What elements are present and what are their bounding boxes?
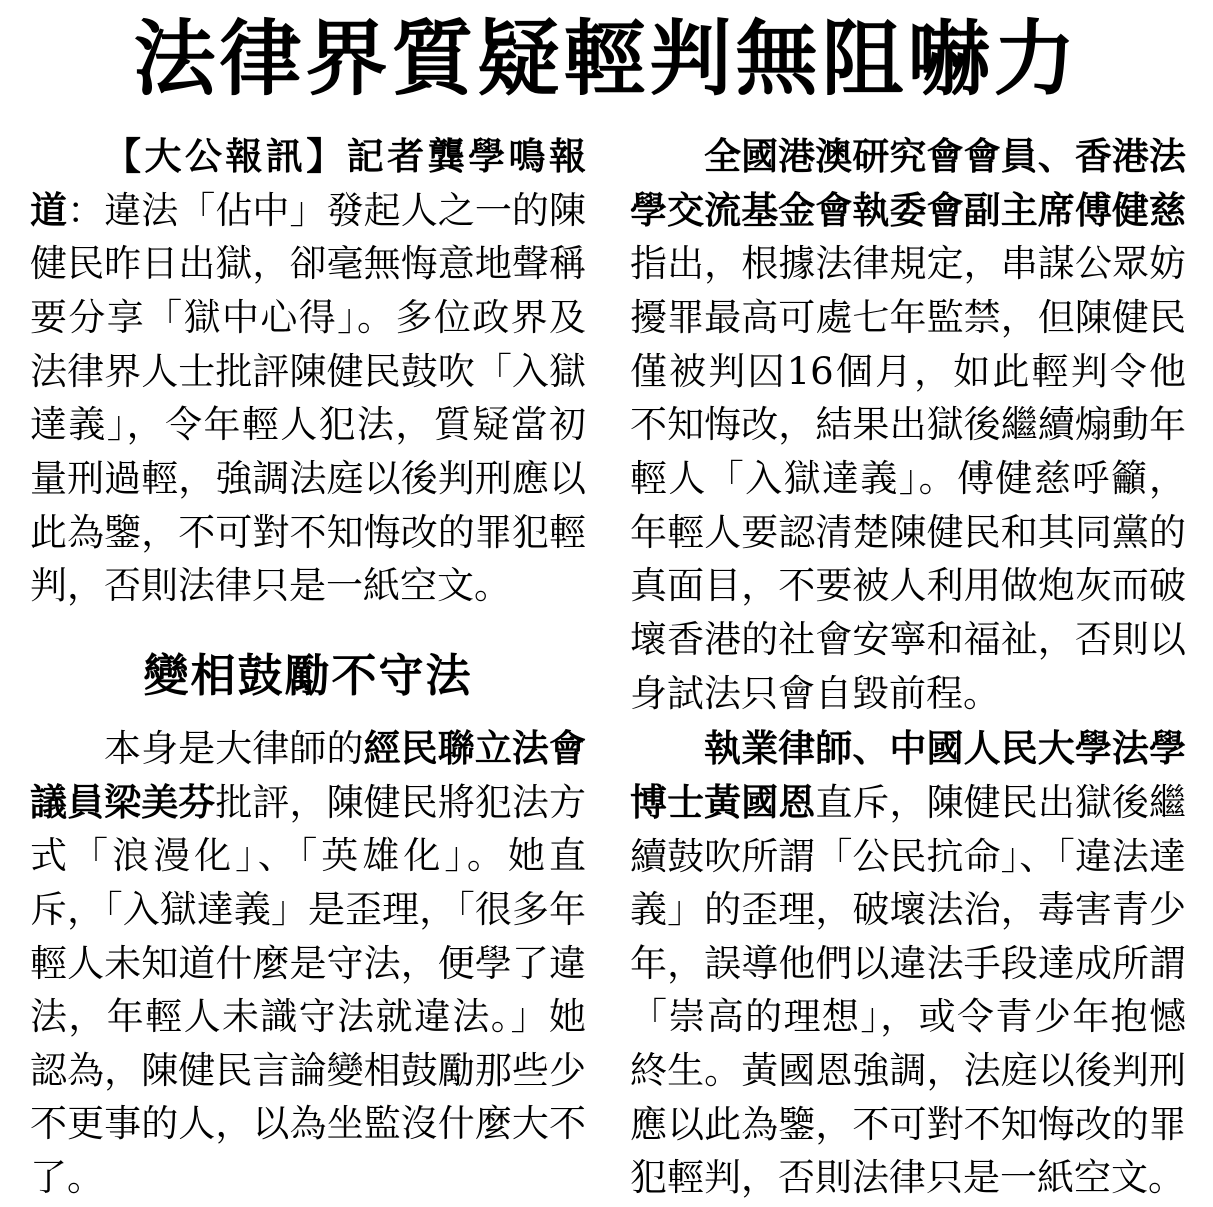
section-subheading: 變相鼓勵不守法 [143,648,473,702]
left-paragraph-1 [30,130,586,613]
right-paragraph-2 [630,722,1186,1205]
left-paragraph-2-source: 經民聯立法會議員梁美芬 [30,725,587,824]
right-column [630,130,1186,1207]
article-columns [30,130,1187,1207]
left-paragraph-2-body: 批評，陳健民將犯法方式「浪漫化」、「英雄化」。她直斥，「入獄達義」是歪理，「很多年輕人未知道什麼是守法，便學了違法，年輕人未識守法就違法。」她認為，陳健民言論變相鼓勵那些少不更事的人，以為坐監沒什麼大不了。 [30,780,587,1200]
right-paragraph-2-body: 直斥，陳健民出獄後繼續鼓吹所謂「公民抗命」、「違法達義」的歪理，破壞法治，毒害青少年，誤導他們以違法手段達成所謂「崇高的理想」，或令青少年抱憾終生。黃國恩強調，法庭以後判刑應以此為鑒，不可對不知悔改的罪犯輕判，否則法律只是一紙空文。 [630,780,1187,1200]
byline-lead: 【大公報訊】記者龔學鳴報道 [30,134,586,232]
right-paragraph-1-source: 全國港澳研究會會員、香港法學交流基金會執委會副主席傅健慈 [630,134,1186,232]
left-paragraph-2-prefix: 本身是大律師的 [104,726,364,770]
right-paragraph-1 [630,130,1186,720]
right-paragraph-2-source: 執業律師、中國人民大學法學博士黃國恩 [630,726,1186,824]
left-column [30,130,586,1207]
left-paragraph-2 [30,722,586,1205]
page-title: 法律界質疑輕判無阻嚇力 [133,11,1080,107]
left-paragraph-1-body: ：違法「佔中」發起人之一的陳健民昨日出獄，卻毫無悔意地聲稱要分享「獄中心得」。多位政界及法律界人士批評陳健民鼓吹「入獄達義」，令年輕人犯法，質疑當初量刑過輕，強調法庭以後判刑應以此為鑒，不可對不知悔改的罪犯輕判，否則法律只是一紙空文。 [30,188,587,608]
right-paragraph-1-body: 指出，根據法律規定，串謀公眾妨擾罪最高可處七年監禁，但陳健民僅被判囚16個月，如此輕判令他不知悔改，結果出獄後繼續煽動年輕人「入獄達義」。傅健慈呼籲，年輕人要認清楚陳健民和其同黨的真面目，不要被人利用做炮灰而破壞香港的社會安寧和福祉，否則以身試法只會自毀前程。 [630,242,1186,715]
